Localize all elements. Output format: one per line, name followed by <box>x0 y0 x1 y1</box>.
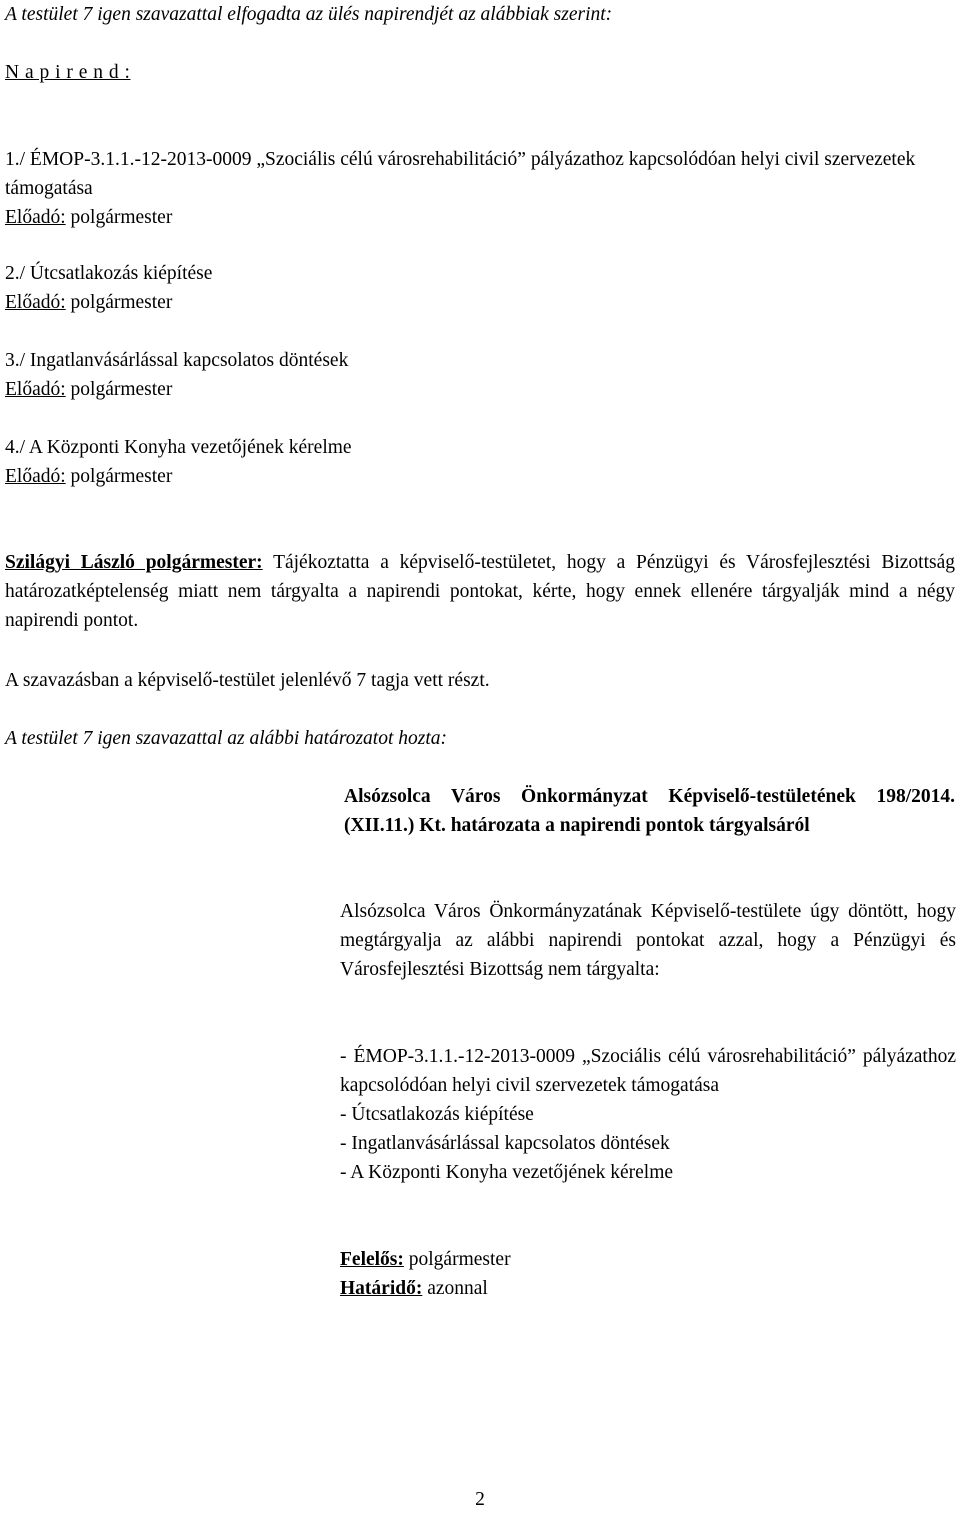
agenda-item-presenter <box>5 288 955 317</box>
resolution-list-item: - ÉMOP-3.1.1.-12-2013-0009 „Szociális célú városrehabilitáció” pályázathoz kapcsolódóan helyi civil szervezetek támogatása <box>340 1046 956 1096</box>
intro-line: A testület 7 igen szavazattal elfogadta az ülés napirendjét az alábbiak szerint: <box>5 4 613 25</box>
agenda-item-presenter <box>5 375 955 404</box>
agenda-item-presenter <box>5 203 955 232</box>
presenter-label: Előadó: <box>5 207 66 228</box>
presenter-value: polgármester <box>70 466 173 487</box>
responsible-label: Felelős: <box>340 1249 404 1270</box>
resolution-list-item: - Ingatlanvásárlással kapcsolatos döntések <box>340 1133 670 1154</box>
deadline-line <box>340 1274 956 1303</box>
agenda-item-text: 2./ Útcsatlakozás kiépítése <box>5 263 213 284</box>
agenda-item-text: 1./ ÉMOP-3.1.1.-12-2013-0009 „Szociális célú városrehabilitáció” pályázathoz kapcsolódóan helyi civil szervezetek támogatása <box>5 149 916 199</box>
responsible-value: polgármester <box>408 1249 511 1270</box>
presenter-value: polgármester <box>70 379 173 400</box>
speaker-text: Tájékoztatta a képviselő-testületet, hogy a Pénzügyi és Városfejlesztési Bizottság határozatképtelenség miatt nem tárgyalta a napirendi pontokat, kérte, hogy ennek ellenére tárgyalják mind a négy napirendi pontot. <box>5 552 955 631</box>
agenda-item-text: 3./ Ingatlanvásárlással kapcsolatos döntések <box>5 350 349 371</box>
resolution-list-item: - A Központi Konyha vezetőjének kérelme <box>340 1162 674 1183</box>
vote-result: A testület 7 igen szavazattal az alábbi határozatot hozta: <box>5 728 448 749</box>
speaker-paragraph <box>5 548 955 635</box>
agenda-item-1 <box>5 145 955 232</box>
deadline-value: azonnal <box>427 1278 488 1299</box>
resolution-list-item: - Útcsatlakozás kiépítése <box>340 1104 534 1125</box>
presenter-label: Előadó: <box>5 379 66 400</box>
presenter-label: Előadó: <box>5 292 66 313</box>
deadline-label: Határidő: <box>340 1278 423 1299</box>
agenda-item-presenter <box>5 462 955 491</box>
presenter-value: polgármester <box>70 292 173 313</box>
page-number: 2 <box>475 1489 485 1510</box>
resolution-title: Alsózsolca Város Önkormányzat Képviselő-testületének 198/2014. (XII.11.) Kt. határozata a napirendi pontok tárgyalsáról <box>344 786 955 836</box>
speaker-name: Szilágyi László polgármester: <box>5 552 263 573</box>
agenda-item-2 <box>5 259 955 317</box>
resolution-footer <box>340 1245 956 1303</box>
vote-presence: A szavazásban a képviselő-testület jelenlévő 7 tagja vett részt. <box>5 670 490 691</box>
agenda-heading: N a p i r e n d : <box>5 62 131 83</box>
agenda-item-3 <box>5 346 955 404</box>
responsible-line <box>340 1245 956 1274</box>
presenter-value: polgármester <box>70 207 173 228</box>
agenda-item-4 <box>5 433 955 491</box>
resolution-body: Alsózsolca Város Önkormányzatának Képviselő-testülete úgy döntött, hogy megtárgyalja az alábbi napirendi pontokat azzal, hogy a Pénzügyi és Városfejlesztési Bizottság nem tárgyalta: <box>340 901 956 980</box>
agenda-item-text: 4./ A Központi Konyha vezetőjének kérelme <box>5 437 352 458</box>
resolution-list <box>340 1042 956 1187</box>
presenter-label: Előadó: <box>5 466 66 487</box>
